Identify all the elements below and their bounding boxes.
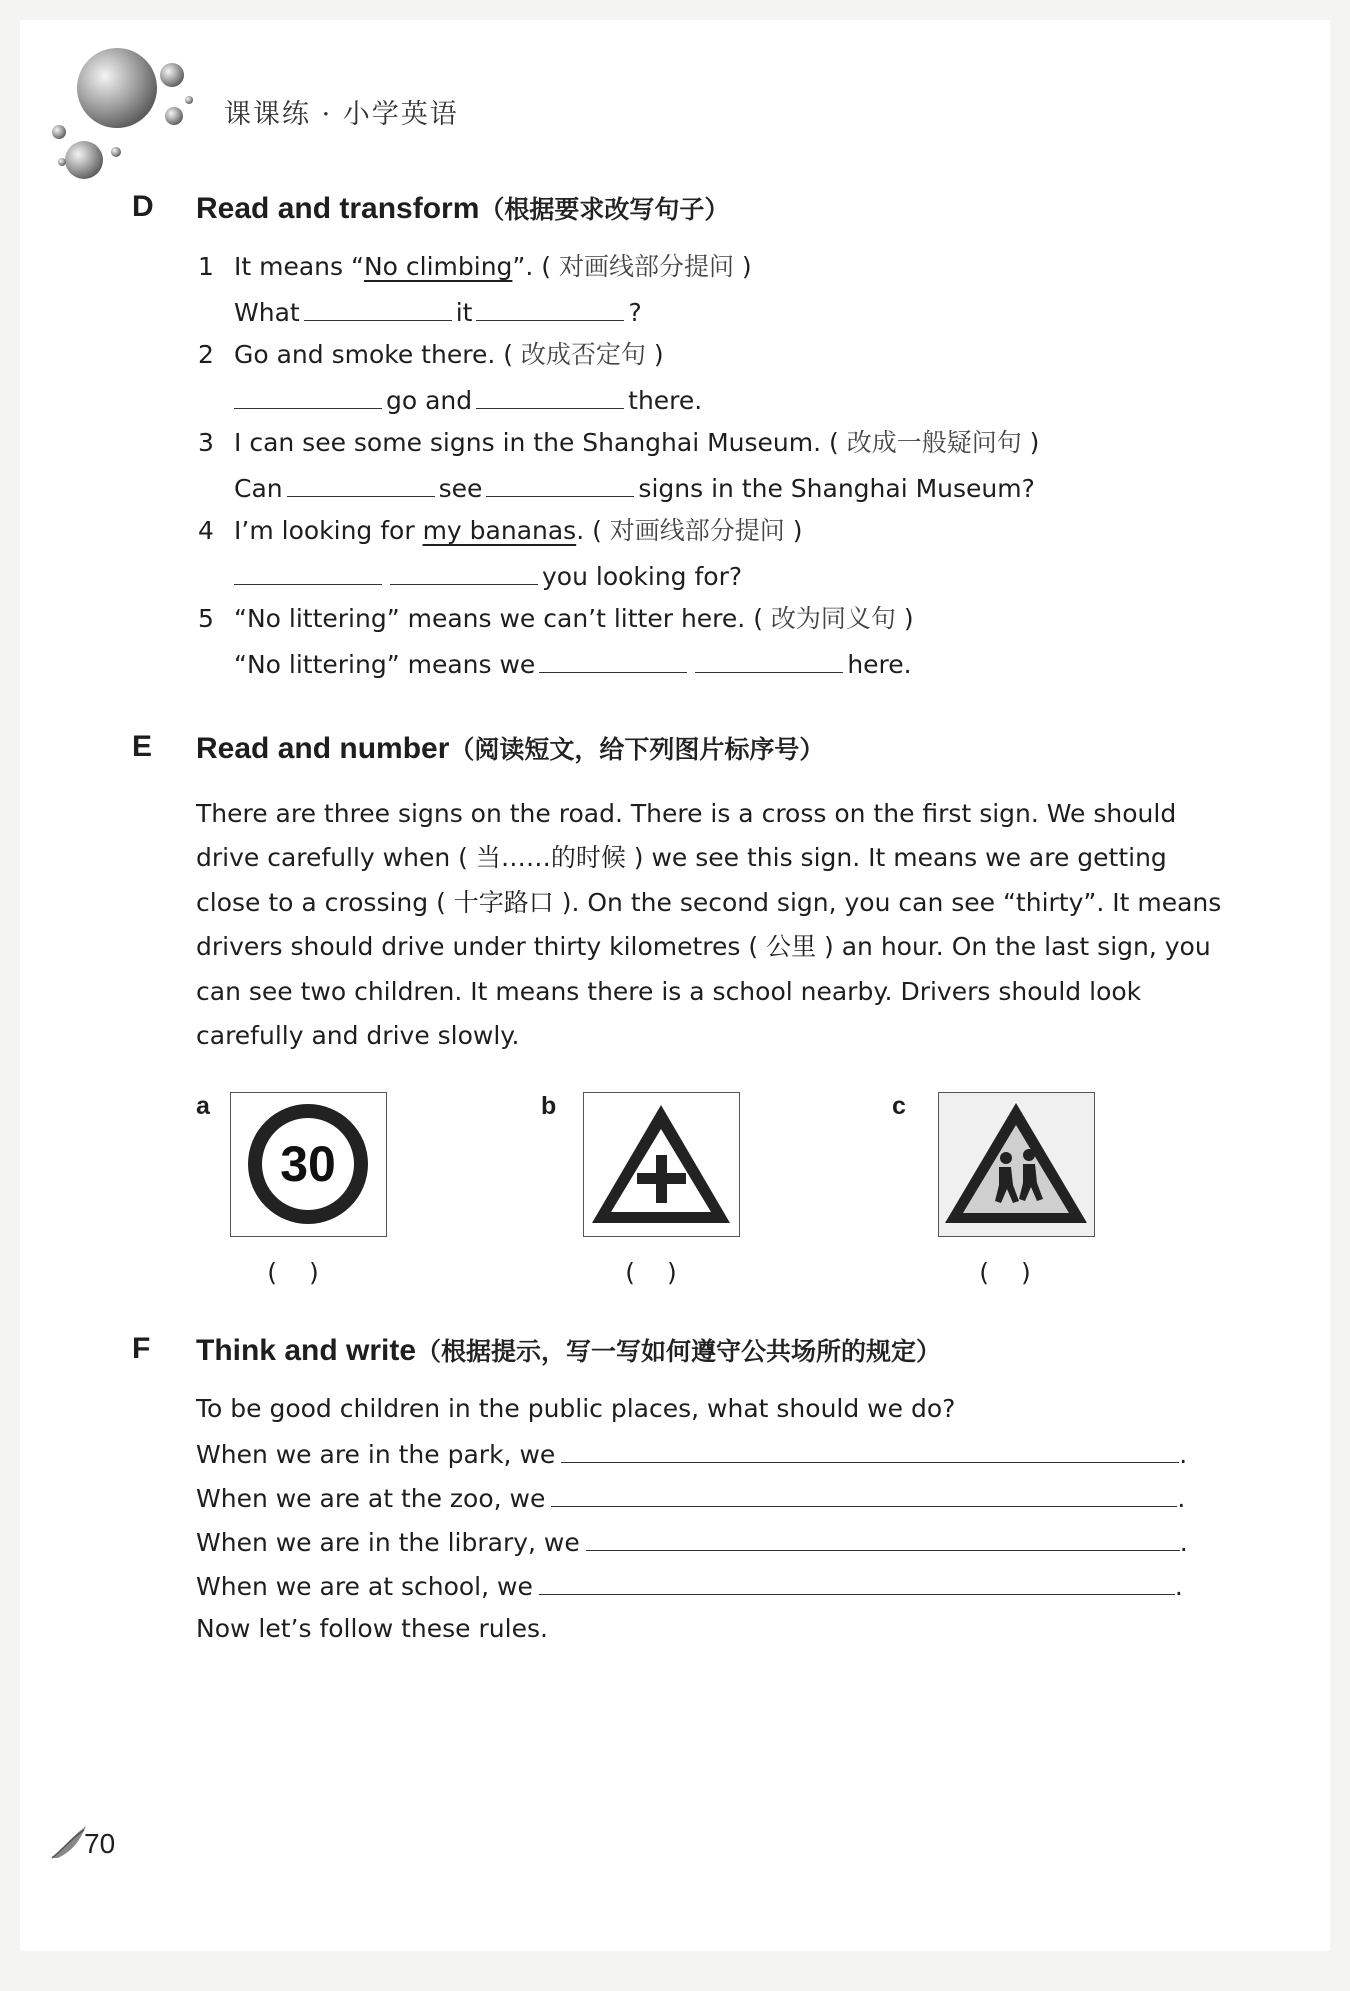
prompt-text: When we are at the zoo, we	[196, 1484, 546, 1513]
section-f-letter: F	[132, 1332, 151, 1365]
answer-blank[interactable]	[539, 648, 687, 673]
question-text: “No littering” means we can’t litter here. (	[234, 604, 771, 633]
answer-1	[234, 296, 642, 328]
question-text: )	[733, 252, 752, 281]
answer-text: it	[455, 298, 473, 327]
answer-5	[234, 648, 912, 680]
passage-line: drive carefully when ( 当……的时候 ) we see this sign. It means we are getting	[196, 843, 1167, 873]
section-d-title-text: Read and transform	[196, 192, 480, 225]
workbook-page	[20, 20, 1330, 1951]
instruction-hint: 对画线部分提问	[558, 252, 734, 281]
period: .	[1174, 1572, 1183, 1601]
reading-passage	[196, 792, 1222, 1058]
instruction-hint: 改成否定句	[520, 340, 646, 369]
section-e-title	[196, 730, 824, 766]
sign-c-label: c	[892, 1092, 906, 1120]
prompt-text: When we are in the park, we	[196, 1440, 556, 1469]
instruction-hint: 改成一般疑问句	[846, 428, 1022, 457]
answer-text: go and	[386, 386, 473, 415]
answer-blank[interactable]	[234, 560, 382, 585]
passage-line: There are three signs on the road. There is a cross on the first sign. We should	[196, 799, 1177, 828]
answer-blank[interactable]	[486, 472, 634, 497]
question-number: 5	[198, 604, 214, 633]
sign-b-label: b	[541, 1092, 557, 1120]
question-text: )	[1021, 428, 1040, 457]
question-4	[198, 516, 803, 546]
writing-answer-line[interactable]	[586, 1526, 1180, 1551]
question-2	[198, 340, 664, 370]
section-d-title	[196, 190, 729, 226]
section-e-subtitle: （阅读短文，给下列图片标序号）	[449, 736, 825, 764]
writing-line-library	[196, 1526, 1188, 1558]
answer-text: Can	[234, 474, 283, 503]
instruction-hint: 改为同义句	[770, 604, 896, 633]
question-3	[198, 428, 1039, 458]
writing-answer-line[interactable]	[551, 1482, 1177, 1507]
answer-text: ?	[628, 298, 642, 327]
answer-blank[interactable]	[390, 560, 538, 585]
section-d-subtitle: （根据要求改写句子）	[479, 196, 730, 224]
question-number: 3	[198, 428, 214, 457]
passage-line: can see two children. It means there is a school nearby. Drivers should look	[196, 976, 1142, 1006]
writing-outro: Now let’s follow these rules.	[196, 1614, 548, 1643]
writing-line-zoo	[196, 1482, 1185, 1514]
question-text: It means “	[234, 252, 364, 281]
answer-text: What	[234, 298, 300, 327]
answer-text: signs in the Shanghai Museum?	[638, 474, 1035, 503]
question-5	[198, 604, 914, 634]
answer-blank[interactable]	[304, 296, 452, 321]
answer-2	[230, 384, 702, 416]
question-number: 1	[198, 252, 214, 281]
section-f-title-text: Think and write	[196, 1334, 417, 1367]
question-1	[198, 252, 752, 282]
answer-paren-c[interactable]: ( )	[979, 1258, 1031, 1287]
speed-limit-number: 30	[280, 1136, 336, 1192]
question-text: )	[784, 516, 803, 545]
answer-blank[interactable]	[695, 648, 843, 673]
speed-limit-30-sign	[230, 1092, 387, 1237]
question-text: I can see some signs in the Shanghai Museum. (	[234, 428, 847, 457]
section-f-title	[196, 1332, 941, 1368]
answer-paren-b[interactable]: ( )	[625, 1258, 677, 1287]
answer-text: here.	[847, 650, 912, 679]
instruction-hint: 对画线部分提问	[609, 516, 785, 545]
answer-blank[interactable]	[234, 384, 382, 409]
period: .	[1177, 1484, 1186, 1513]
question-text: )	[895, 604, 914, 633]
answer-text: see	[438, 474, 483, 503]
answer-blank[interactable]	[476, 384, 624, 409]
section-d-letter: D	[132, 190, 154, 223]
question-text: Go and smoke there. (	[234, 340, 521, 369]
answer-text: “No littering” means we	[234, 650, 536, 679]
question-number: 4	[198, 516, 214, 545]
children-crossing-sign	[938, 1092, 1095, 1237]
writing-line-school	[196, 1570, 1183, 1602]
question-number: 2	[198, 340, 214, 369]
passage-line: close to a crossing ( 十字路口 ). On the second sign, you can see “thirty”. It means	[196, 887, 1222, 917]
answer-text: there.	[628, 386, 703, 415]
bubbles-decoration	[34, 40, 214, 190]
writing-intro: To be good children in the public places, what should we do?	[196, 1394, 956, 1423]
period: .	[1179, 1440, 1188, 1469]
answer-4	[230, 560, 742, 592]
section-e-title-text: Read and number	[196, 732, 450, 765]
page-number: 70	[84, 1828, 116, 1859]
sign-a-label: a	[196, 1092, 210, 1120]
period: .	[1179, 1528, 1188, 1557]
answer-paren-a[interactable]: ( )	[267, 1258, 319, 1287]
answer-3	[234, 472, 1035, 504]
writing-answer-line[interactable]	[561, 1438, 1179, 1463]
answer-blank[interactable]	[476, 296, 624, 321]
underlined-phrase: No climbing	[363, 252, 513, 281]
writing-answer-line[interactable]	[539, 1570, 1175, 1595]
question-text: . (	[576, 516, 610, 545]
answer-blank[interactable]	[287, 472, 435, 497]
question-text: ”. (	[512, 252, 559, 281]
book-title: 课课练 · 小学英语	[224, 99, 459, 130]
crossroads-warning-sign	[583, 1092, 740, 1237]
section-f-subtitle: （根据提示，写一写如何遵守公共场所的规定）	[416, 1338, 942, 1366]
prompt-text: When we are at school, we	[196, 1572, 533, 1601]
question-text: )	[645, 340, 664, 369]
passage-line: carefully and drive slowly.	[196, 1021, 520, 1051]
underlined-phrase: my bananas	[422, 516, 577, 545]
answer-text: you looking for?	[542, 562, 743, 591]
question-text: I’m looking for	[234, 516, 423, 545]
prompt-text: When we are in the library, we	[196, 1528, 580, 1557]
section-e-letter: E	[132, 730, 153, 763]
passage-line: drivers should drive under thirty kilometres ( 公里 ) an hour. On the last sign, you	[196, 932, 1211, 962]
writing-line-park	[196, 1438, 1187, 1470]
